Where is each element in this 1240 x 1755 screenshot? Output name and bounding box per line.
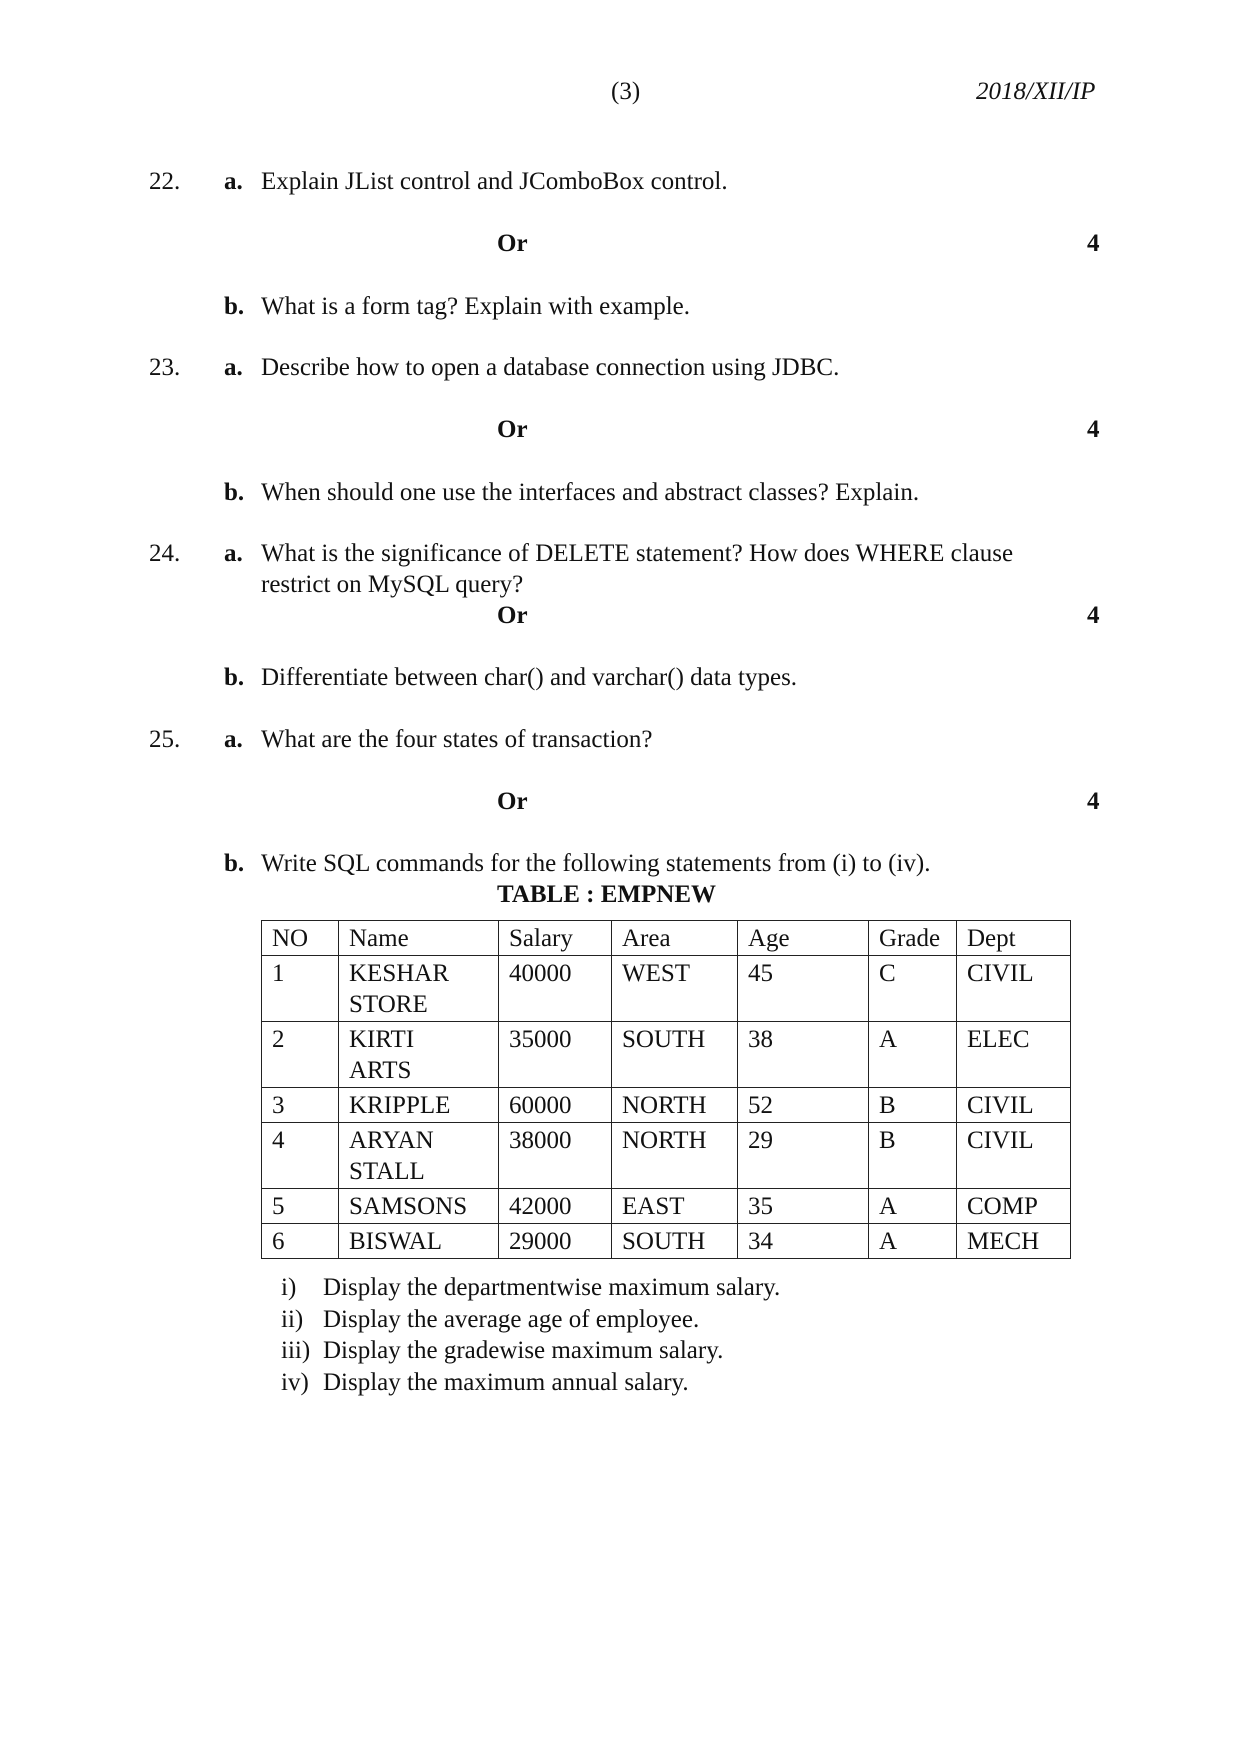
marks: 4: [1087, 602, 1100, 629]
or-separator: Or: [497, 602, 528, 629]
column-header-dept: Dept: [957, 921, 1071, 956]
column-header-age: Age: [738, 921, 869, 956]
cell-area: SOUTH: [612, 1022, 738, 1088]
cell-no: 1: [262, 956, 339, 1022]
question-number: 25.: [149, 726, 181, 753]
cell-age: 34: [738, 1224, 869, 1259]
cell-age: 52: [738, 1088, 869, 1123]
list-item: [281, 1304, 780, 1336]
cell-salary: 60000: [499, 1088, 612, 1123]
cell-name: [339, 956, 499, 1022]
column-header-salary: Salary: [499, 921, 612, 956]
marks: 4: [1087, 788, 1100, 815]
cell-no: 5: [262, 1189, 339, 1224]
sub-question-number: ii): [281, 1305, 304, 1333]
option-b-text: Write SQL commands for the following statements from (i) to (iv).: [261, 850, 931, 877]
option-b-label: b.: [224, 293, 245, 320]
sub-question-text: Display the average age of employee.: [323, 1305, 700, 1333]
cell-area: NORTH: [612, 1123, 738, 1189]
cell-area: NORTH: [612, 1088, 738, 1123]
name-line-1: KESHAR: [349, 960, 450, 987]
cell-age: 29: [738, 1123, 869, 1189]
cell-name: SAMSONS: [339, 1189, 499, 1224]
table-row: [262, 1189, 1071, 1224]
page-number: (3): [611, 78, 641, 105]
paper-code: 2018/XII/IP: [976, 78, 1096, 105]
option-b-text: What is a form tag? Explain with example.: [261, 293, 691, 320]
cell-name: [339, 1123, 499, 1189]
option-b-label: b.: [224, 664, 245, 691]
cell-no: 6: [262, 1224, 339, 1259]
sub-question-list: [281, 1272, 780, 1398]
name-line-1: KIRTI: [349, 1026, 415, 1053]
option-a-text-line-1: What is the significance of DELETE statement? How does WHERE clause: [261, 540, 1014, 567]
question-number: 22.: [149, 168, 181, 195]
table-row: [262, 956, 1071, 1022]
cell-name: [339, 1022, 499, 1088]
option-b-label: b.: [224, 479, 245, 506]
column-header-grade: Grade: [869, 921, 957, 956]
or-separator: Or: [497, 416, 528, 443]
sub-question-text: Display the departmentwise maximum salary.: [323, 1274, 781, 1301]
table-row: [262, 1224, 1071, 1259]
option-a-label: a.: [224, 168, 243, 195]
question-number: 24.: [149, 540, 181, 567]
option-a-label: a.: [224, 540, 243, 567]
sub-question-number: i): [281, 1274, 297, 1301]
sub-question-number: iv): [281, 1368, 309, 1396]
option-b-label: b.: [224, 850, 245, 877]
cell-dept: MECH: [957, 1224, 1071, 1259]
option-a-label: a.: [224, 354, 243, 381]
option-a-text: Explain JList control and JComboBox control.: [261, 168, 728, 195]
table-row: [262, 1088, 1071, 1123]
marks: 4: [1087, 416, 1100, 443]
cell-age: 45: [738, 956, 869, 1022]
option-b-text: Differentiate between char() and varchar() data types.: [261, 664, 798, 691]
or-separator: Or: [497, 788, 528, 815]
cell-dept: COMP: [957, 1189, 1071, 1224]
name-line-1: ARYAN: [349, 1127, 434, 1154]
or-separator: Or: [497, 230, 528, 257]
cell-grade: A: [869, 1224, 957, 1259]
table-header-row: [262, 921, 1071, 956]
table-row: [262, 1022, 1071, 1088]
cell-dept: ELEC: [957, 1022, 1071, 1088]
cell-grade: C: [869, 956, 957, 1022]
sub-question-text: Display the maximum annual salary.: [323, 1368, 689, 1396]
cell-dept: CIVIL: [957, 956, 1071, 1022]
sub-question-text: Display the gradewise maximum salary.: [323, 1337, 724, 1364]
cell-grade: A: [869, 1022, 957, 1088]
cell-no: 4: [262, 1123, 339, 1189]
column-header-area: Area: [612, 921, 738, 956]
cell-grade: B: [869, 1123, 957, 1189]
option-a-text-line-2: restrict on MySQL query?: [261, 571, 524, 598]
cell-area: WEST: [612, 956, 738, 1022]
cell-no: 2: [262, 1022, 339, 1088]
table-row: [262, 1123, 1071, 1189]
cell-dept: CIVIL: [957, 1123, 1071, 1189]
table-title: TABLE : EMPNEW: [497, 881, 716, 908]
cell-age: 35: [738, 1189, 869, 1224]
sub-question-number: iii): [281, 1337, 311, 1364]
option-a-text: What are the four states of transaction?: [261, 726, 653, 753]
option-a-label: a.: [224, 726, 243, 753]
column-header-no: NO: [262, 921, 339, 956]
name-line-2: ARTS: [349, 1057, 412, 1084]
cell-name: BISWAL: [339, 1224, 499, 1259]
cell-salary: 29000: [499, 1224, 612, 1259]
name-line-2: STALL: [349, 1158, 425, 1185]
cell-no: 3: [262, 1088, 339, 1123]
list-item: [281, 1272, 780, 1304]
marks: 4: [1087, 230, 1100, 257]
cell-grade: A: [869, 1189, 957, 1224]
cell-area: SOUTH: [612, 1224, 738, 1259]
list-item: [281, 1335, 780, 1367]
option-b-text: When should one use the interfaces and abstract classes? Explain.: [261, 479, 920, 506]
column-header-name: Name: [339, 921, 499, 956]
cell-dept: CIVIL: [957, 1088, 1071, 1123]
cell-salary: 40000: [499, 956, 612, 1022]
cell-salary: 35000: [499, 1022, 612, 1088]
cell-name: KRIPPLE: [339, 1088, 499, 1123]
option-a-text: Describe how to open a database connection using JDBC.: [261, 354, 840, 381]
name-line-2: STORE: [349, 991, 428, 1018]
list-item: [281, 1367, 780, 1399]
question-number: 23.: [149, 354, 181, 381]
cell-grade: B: [869, 1088, 957, 1123]
empnew-table: [261, 920, 1071, 1259]
cell-area: EAST: [612, 1189, 738, 1224]
cell-salary: 42000: [499, 1189, 612, 1224]
cell-salary: 38000: [499, 1123, 612, 1189]
cell-age: 38: [738, 1022, 869, 1088]
